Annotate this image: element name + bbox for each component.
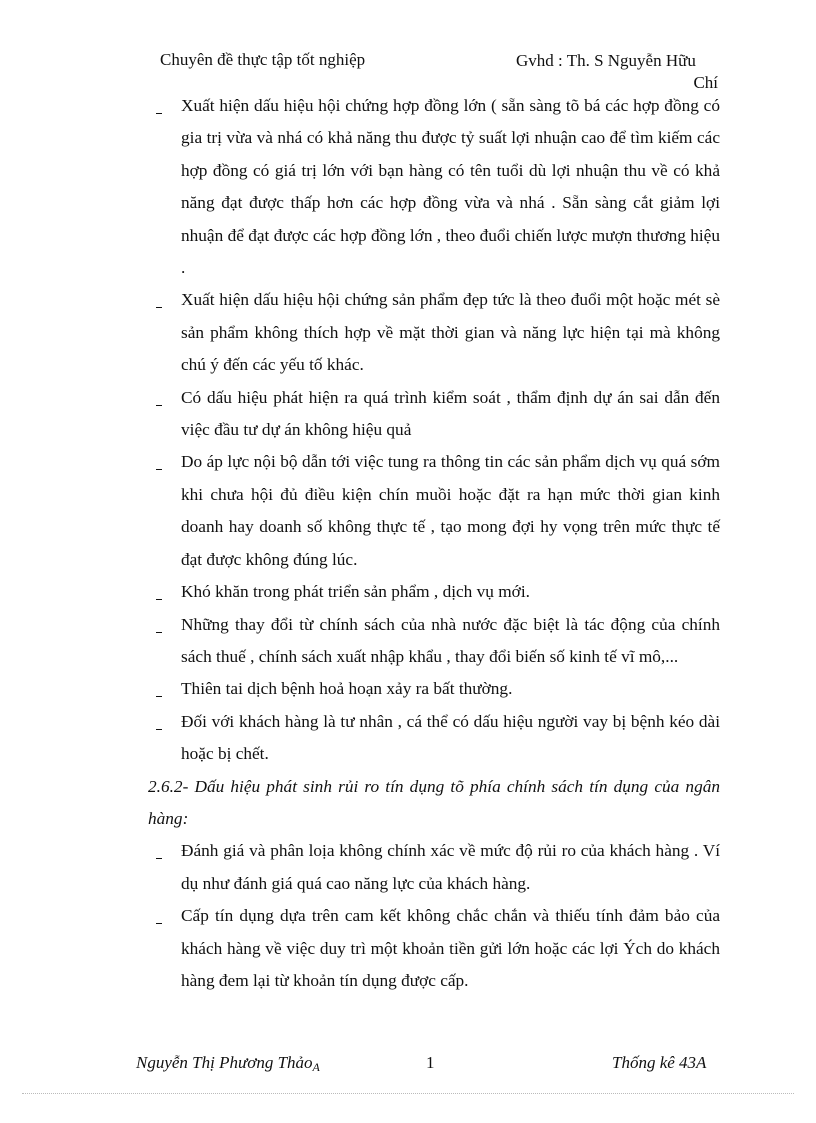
section-heading: 2.6.2- Dấu hiệu phát sinh rủi ro tín dụng tõ phía chính sách tín dụng của ngân hàng: <box>148 776 720 828</box>
list-item <box>148 609 720 674</box>
list-item-text: Khó khăn trong phát triển sản phẩm , dịch vụ mới. <box>181 582 530 602</box>
footer-author-sub: A <box>312 1060 320 1074</box>
list-item-text: Có dấu hiệu phát hiện ra quá trình kiểm soát , thẩm định dự án sai dẫn đến việc đầu tư dự án không hiệu quả <box>181 387 720 440</box>
footer-page-number: 1 <box>426 1053 435 1072</box>
list-item-text: Do áp lực nội bộ dẫn tới việc tung ra thông tin các sản phẩm dịch vụ quá sớm khi chưa hội đủ điều kiện chín muồi hoặc đặt ra hạn mức thời gian kinh doanh hay doanh số không thực tế , tạo mong đợi hy vọng trên mức thực tế đạt được không đúng lúc. <box>181 452 720 569</box>
document-body <box>148 90 720 997</box>
list-item <box>148 673 720 705</box>
footer-author-name: Nguyễn Thị Phương Thảo <box>136 1053 313 1072</box>
list-item-text: Những thay đổi từ chính sách của nhà nước đặc biệt là tác động của chính sách thuế , chính sách xuất nhập khẩu , thay đổi biến số kinh tế vĩ mô,... <box>181 614 720 666</box>
list-item-text: Đối với khách hàng là tư nhân , cá thể có dấu hiệu người vay bị bệnh kéo dài hoặc bị chết. <box>181 711 720 764</box>
list-item <box>148 706 720 771</box>
list-item-text: Thiên tai dịch bệnh hoả hoạn xảy ra bất thường. <box>181 679 513 699</box>
list-item-text: Xuất hiện dấu hiệu hội chứng hợp đồng lớn ( sẵn sàng tõ bá các hợp đồng có gia trị vừa và nhá có khả năng thu được tỷ suất lợi nhuận cao để tìm kiếm các hợp đồng có giá trị lớn với bạn hàng có tên tuổi dù lợi nhuận thu về có khả năng đạt được thấp hơn các hợp đồng vừa và nhá . Sẵn sàng cắt giảm lợi nhuận để đạt được các hợp đồng lớn , theo đuổi chiến lược mượn thương hiệu . <box>181 96 720 278</box>
header-title: Chuyên đề thực tập tốt nghiệp <box>160 50 366 69</box>
list-item <box>148 284 720 381</box>
list-item <box>148 446 720 576</box>
header-advisor-line1: Gvhd : Th. S Nguyễn Hữu <box>516 51 696 70</box>
list-item <box>148 90 720 284</box>
list-item <box>148 835 720 900</box>
list-item-text: Xuất hiện dấu hiệu hội chứng sản phẩm đẹp tức là theo đuổi một hoặc mét sè sản phẩm không thích hợp về mặt thời gian và năng lực hiện tại mà không chú ý đến các yếu tố khác. <box>181 290 720 375</box>
list-item-text: Cấp tín dụng dựa trên cam kết không chắc chắn và thiếu tính đảm bảo của khách hàng về việc duy trì một khoản tiền gửi lớn hoặc các lợi Ých do khách hàng đem lại từ khoản tín dụng được cấp. <box>181 906 720 990</box>
page-divider <box>22 1093 794 1094</box>
header-advisor <box>516 50 718 94</box>
list-item <box>148 900 720 997</box>
header-advisor-line2: Chí <box>693 73 718 92</box>
list-item <box>148 382 720 447</box>
list-item-text: Đánh giá và phân loịa không chính xác về mức độ rủi ro của khách hàng . Ví dụ như đánh giá quá cao năng lực của khách hàng. <box>181 841 720 893</box>
footer-author <box>136 1053 320 1075</box>
footer-class: Thống kê 43A <box>612 1053 707 1072</box>
list-item <box>148 576 720 608</box>
